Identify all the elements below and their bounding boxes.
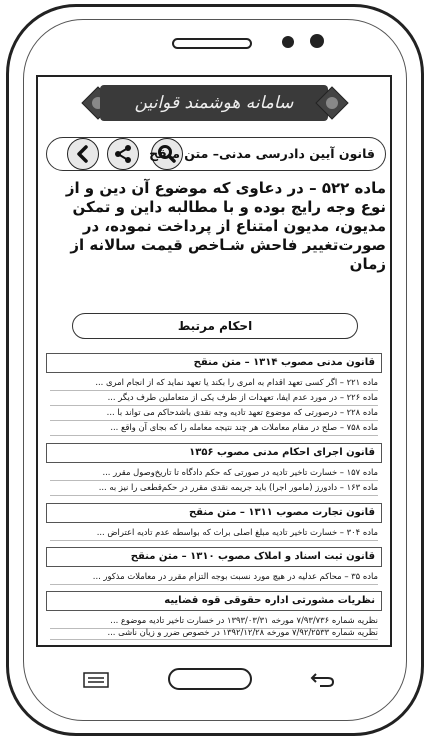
list-item[interactable]: ماده ۲۲۱ – اگر کسی تعهد اقدام به امری را بکند یا تعهد نماید که از انجام امری ...	[50, 375, 378, 391]
share-button[interactable]	[107, 138, 139, 170]
back-arrow-icon[interactable]	[308, 670, 336, 690]
article-text: ماده ۵۲۲ – در دعاوی‌ که‌ موضوع آن‌ دین‌ و از نوع‌ وجه‌ رایج‌ بوده‌ و با مطالبه‌ داین‌ و تمکن‌ مدیون‌، مدیون‌ امتناع‌ از پرداخت‌ نموده‌، در صورت‌تغییر فاحش‌ شـاخص‌ قیمت‌ سالانه‌ از زمان‌	[65, 179, 386, 273]
share-icon	[113, 144, 133, 164]
list-item[interactable]: ماده ۲۲۸ – درصورتی که موضوع تعهد تادیه وجه نقدی باشدحاکم می تواند با ...	[50, 405, 378, 421]
section-header[interactable]: نظریات مشورتی اداره حقوقی قوه قضاییه	[46, 591, 382, 611]
list-item[interactable]: ماده ۷۵۸ – صلح در مقام معاملات هر چند نتیجه معامله را که بجای آن واقع ...	[50, 420, 378, 436]
chevron-left-icon	[73, 144, 93, 164]
list-item[interactable]: ماده ۳۰۴ – خسارت تاخیر تادیه مبلغ اصلی برات که بواسطه عدم تادیه اعتراض ...	[50, 525, 378, 541]
section-header[interactable]: قانون تجارت مصوب ۱۳۱۱ – متن منقح	[46, 503, 382, 523]
law-title: قانون آیین دادرسی مدنی– متن منقح	[149, 146, 375, 161]
section-header[interactable]: قانون ثبت اسناد و املاک مصوب ۱۳۱۰ – متن منقح	[46, 547, 382, 567]
home-button[interactable]	[168, 668, 252, 690]
section-header[interactable]: قانون اجرای احکام مدنی مصوب ۱۳۵۶	[46, 443, 382, 463]
back-button[interactable]	[67, 138, 99, 170]
list-item[interactable]: نظریه شماره ۷/۹۳/۷۳۶ مورخه ۱۳۹۳/۰۳/۳۱ در خسارت تاخیر تادیه موضوع ...	[50, 613, 378, 629]
banner-title: سامانه هوشمند قوانین	[134, 93, 294, 113]
list-item[interactable]: ماده ۳۵ – محاکم عدلیه در هیچ مورد نسبت بوجه التزام مقرر در معاملات مذکور ...	[50, 569, 378, 585]
front-camera	[282, 36, 294, 48]
app-screen	[36, 75, 392, 647]
list-item[interactable]: ماده ۲۲۶ – در مورد عدم ایفا، تعهدات از طرف یکی از متعاملین طرف دیگر ...	[50, 390, 378, 406]
speaker-grille	[172, 38, 252, 49]
related-rulings-button[interactable]: احکام مرتبط	[72, 313, 358, 339]
list-item[interactable]: ماده ۱۶۳ – دادورز (مامور اجرا) باید جریمه نقدی مقرر در حکم‌قطعی را نیز به ...	[50, 480, 378, 496]
section-header[interactable]: قانون مدنی مصوب ۱۳۱۴ – متن منقح	[46, 353, 382, 373]
sensor-dot	[310, 34, 324, 48]
menu-icon[interactable]	[82, 671, 110, 689]
app-banner	[100, 85, 328, 121]
ornament-right-icon	[312, 83, 352, 123]
list-item[interactable]: نظریه شماره ۷/۹۲/۲۵۳۳ مورخه ۱۳۹۲/۱۲/۲۸ در خصوص ضرر و زیان ناشی ...	[50, 626, 378, 640]
list-item[interactable]: ماده ۱۵۷ – خسارت تاخیر تادیه در صورتی که حکم دادگاه تا تاریخ‌وصول مقرر ...	[50, 465, 378, 481]
law-toolbar	[46, 137, 386, 171]
